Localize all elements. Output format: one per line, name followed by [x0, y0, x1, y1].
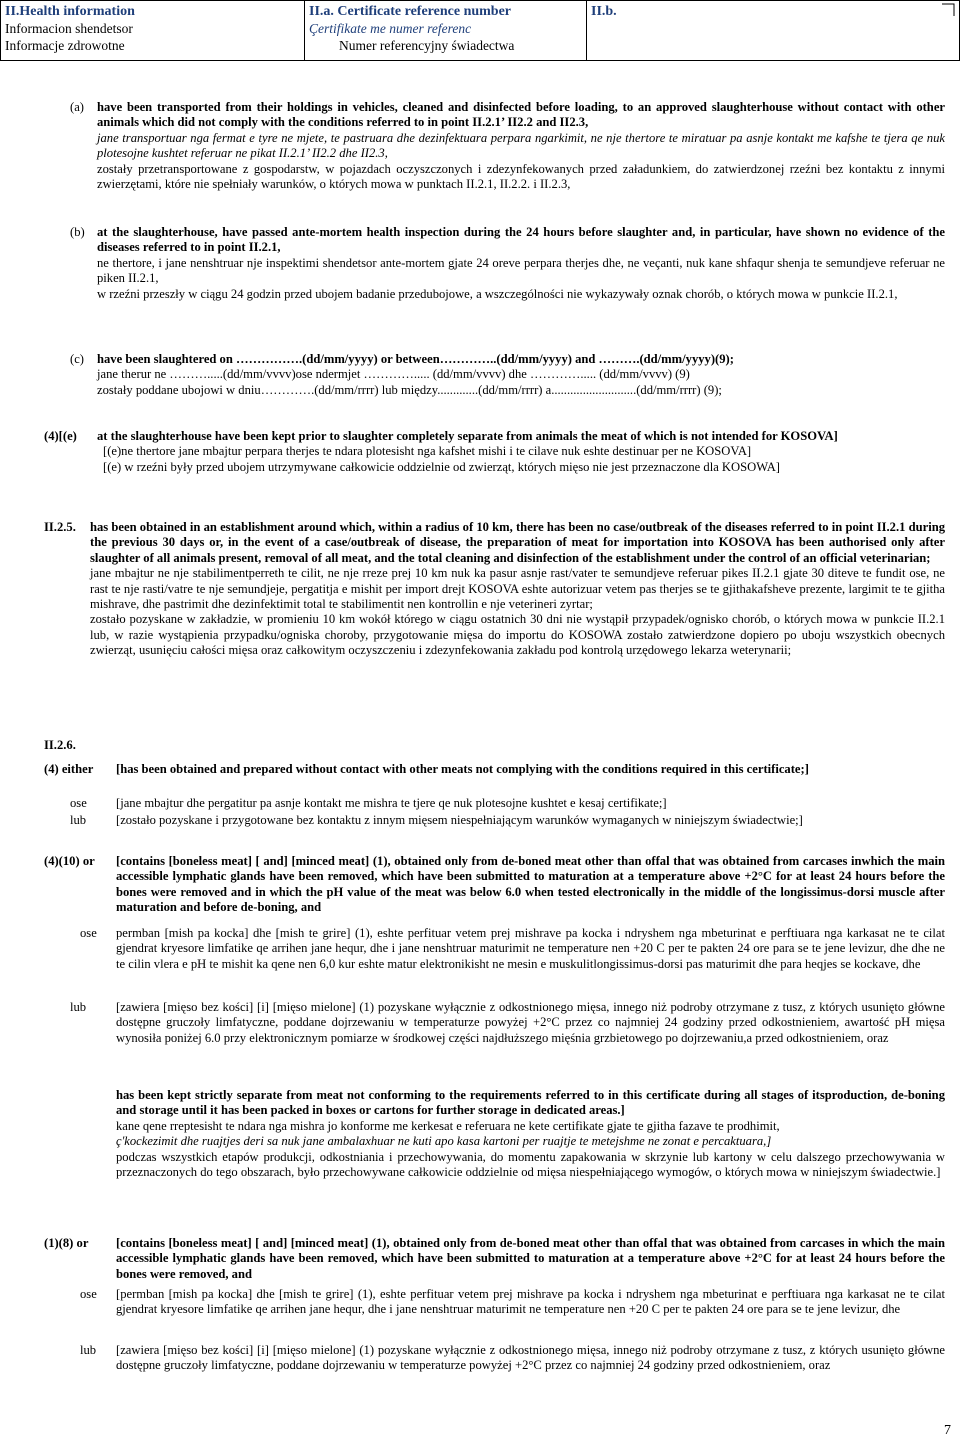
clause-b [97, 225, 945, 302]
section-ii25-label: II.2.5. [44, 520, 76, 534]
kept-separate-sq2: ç'kockezimit dhe ruajtjes deri sa nuk jane ambalaxhuar ne kuti apo kasa kartoni per ruajtje te metejshme ne zonat e percaktuara,] [116, 1134, 772, 1149]
kept-separate-en: has been kept strictly separate from meat not conforming to the requirements referred to in this certificate during all stages of itsproduction, de-boning and storage until it has been packed in boxes or cartons for further storage in dedicated areas.] [116, 1088, 945, 1118]
clause-a-label: (a) [70, 100, 84, 114]
clause-c-en: have been slaughtered on …………….(dd/mm/yyyy) or between…………..(dd/mm/yyyy) and ……….(dd/mm/yyyy)(9); [97, 352, 734, 366]
either-ose-text: [jane mbajtur dhe pergatitur pa asnje kontakt me mishra te tjere qe nuk plotesojne kushtet e kesaj certifikate;] [116, 796, 667, 810]
option-4-10-en: [contains [boneless meat] [ and] [minced meat] (1), obtained only from de-boned meat other than offal that was obtained from carcases inwhich the main accessible lymphatic glands have been removed, which have been submitted to maturation at a temperature above +2°C for at least 24 hours before the bones were removed and in which the pH value of the meat was below 6.0 when tested electronically in the middle of the longissimus-dorsi muscle after maturation and before de-boning, and [116, 854, 945, 915]
reference-number-pl: Numer referencyjny świadectwa [339, 38, 515, 53]
option-1-8-lub-text: [zawiera [mięso bez kości] [i] [mięso mielone] (1) pozyskane wyłącznie z odkostnionego mięsa, innego niż podroby otrzymane z tusz, z których usunięto główne dostępne gruczoły limfatyczne, poddane dojrzewaniu w temperaturze powyżej +2°C przez co najmniej 24 godziny przed odkostnieniem, oraz [116, 1343, 945, 1373]
clause-a [97, 100, 945, 192]
corner-mark-icon [941, 3, 955, 17]
clause-e-label: (4)[(e) [44, 429, 77, 443]
clause-a-sq: jane transportuar nga fermat e tyre ne mjete, te pastruara dhe dezinfektuara perpara ngarkimit, ne nje thertore te miratuar pa asnje kontakt me kafshe te tjera qe nuk plotesojne kushtet referuar ne pikat II.2.1’ II2.2 dhe II2.3, [97, 130, 945, 161]
iib-cell [587, 1, 959, 60]
option-4-10-ose-text: permban [mish pa kocka] dhe [mish te grire] (1), eshte perfituar vetem prej mishrave pa kocka i ndryshem nga mbeturinat e perftiuara nga karkasat ne te cilat gjendrat kryesore limfatike qe arrihen jane hequr, dhe i jane nenshtruar maturimit ne temperature nen +20 C per te pakten 24 ore para se te jene levizur, dhe dhe ne te cilin vlera e pH te mishit ka qene nen 6,0 kur eshte matur elektronikisht ne mesin e muskulitlongissimus-dorsi pas maturimit dhe para heqjes se kockave, dhe [116, 926, 945, 971]
option-1-8-lub-label: lub [80, 1343, 97, 1357]
clause-a-en: have been transported from their holdings in vehicles, cleaned and disinfected before loading, to an approved slaughterhouse without contact with other animals which did not comply with the conditions referred to in point II.2.1’ II2.2 and II2.3, [97, 100, 945, 130]
option-4-10-lub-label: lub [70, 1000, 87, 1014]
clause-c-pl: zostały poddane ubojowi w dniu………….(dd/mm/rrrr) lub między.............(dd/mm/rrrr) a...........................(dd/mm/rrrr) (9); [97, 382, 722, 397]
either-label: (4) either [44, 762, 94, 776]
page-number: 7 [944, 1423, 951, 1438]
clause-e-sq: [(e)ne thertore jane mbajtur perpara therjes te ndara plotesisht nga kafshet mishi i te cilave nuk eshte destinuar per ne KOSOVA] [103, 444, 752, 459]
clause-c [97, 352, 945, 398]
either-lub-label: lub [70, 813, 87, 827]
health-info-cell [1, 1, 305, 60]
clause-b-en: at the slaughterhouse, have passed ante-mortem health inspection during the 24 hours before slaughter and, in particular, have shown no evidence of the diseases referred to in point II.2.1, [97, 225, 945, 255]
option-1-8-en: [contains [boneless meat] [ and] [minced meat] (1), obtained only from de-boned meat other than offal that was obtained from carcases in which the main accessible lymphatic glands have been removed, which have been submitted to maturation at a temperature above +2°C for at least 24 hours before the bones were removed, and [116, 1236, 945, 1281]
either-en: [has been obtained and prepared without contact with other meats not complying with the conditions required in this certificate;] [116, 762, 809, 776]
certificate-header [0, 0, 960, 61]
option-1-8-label: (1)(8) or [44, 1236, 89, 1250]
reference-number-cell [305, 1, 587, 60]
iib-title: II.b. [591, 4, 617, 19]
section-ii25 [90, 520, 945, 659]
clause-b-sq: ne thertore, i jane nenshtruar nje inspektimi shendetsor ante-mortem gjate 24 oreve perpara therjes dhe, ne veçanti, nuk kane shfaqur shenja te semundjeve referuar ne piken II.2.1, [97, 255, 945, 286]
section-ii25-pl: zostało pozyskane w zakładzie, w promieniu 10 km wokół którego w ciągu ostatnich 30 dni nie wystąpił przypadek/ognisko chorób, o których mowa w punkcie II.2.1 lub, w razie wystąpienia przypadku/ogniska choroby, przygotowanie mięsa do importu do KOSOWA zostało zatwierdzone dopiero po uboju wszystkich obecnych zwierząt, usunięciu całości mięsa oraz całkowitym oczyszczeniu i zdezynfekowania zakładu pod kontrolą urzędowego lekarza weterynarii; [90, 612, 945, 658]
option-4-10-label: (4)(10) or [44, 854, 95, 868]
either-lub-text: [zostało pozyskane i przygotowane bez kontaktu z innym mięsem niespełniającym warunków wymaganych w niniejszym świadectwie;] [116, 813, 803, 827]
option-1-8-ose-text: [permban [mish pa kocka] dhe [mish te grire] (1), eshte perfituar vetem prej mishrave pa kocka i ndryshem nga mbeturinat e perftiuara nga karkasat ne te cilat gjendrat kryesore limfatike qe arrihen jane hequr, dhe i jane nenshtruar maturimit ne temperature nen +20 C per te pakten 24 ore para se te jene levizur, dhe [116, 1287, 945, 1317]
section-ii26-label: II.2.6. [44, 738, 76, 752]
section-ii25-sq: jane mbajtur ne nje stabilimentperreth te cilit, ne nje rreze prej 10 km nuk ka pasur asnje rast/vater te semundjeve referuar pikes II.2.1 gjate 30 diteve te fundit ose, ne rast te nje rasti/vatre te nje semundjeje, pergatitja e mishit per import drejt KOSOVA eshte autorizuar vetem pas therjes se te gjithakafsheve prezente, largimit te te gjitha mishrave, dhe pastrimit dhe dezinfektimit total te stabilimentit nen kontrollin e nje veterineri zyrtar; [90, 566, 945, 612]
reference-number-sq: Çertifikate me numer referenc [309, 21, 472, 36]
clause-b-label: (b) [70, 225, 85, 239]
health-info-sq: Informacion shendetsor [5, 21, 133, 36]
clause-e [97, 429, 945, 475]
kept-separate-sq1: kane qene rreptesisht te ndara nga mishra jo konforme me kerkesat e referuara ne kete certifikate gjate te gjitha fazave te prodhimit, [116, 1118, 780, 1133]
clause-c-sq: jane therur ne ……….....(dd/mm/vvvv)ose ndermjet …………..... (dd/mm/vvvv) dhe …………..... (dd/mm/vvvv) (9) [97, 367, 690, 382]
health-info-title: II.Health information [5, 4, 135, 19]
kept-separate [116, 1088, 945, 1180]
option-4-10-lub-text: [zawiera [mięso bez kości] [i] [mięso mielone] (1) pozyskane wyłącznie z odkostnionego mięsa, innego niż podroby otrzymane z tusz, z których usunięto główne dostępne gruczoły limfatyczne, poddane dojrzewaniu w temperaturze powyżej +2°C przez co najmniej 24 godziny przed odkostnieniem, awartość pH mięsa wynosiła poniżej 6.0 przy elektronicznym pomiarze w środkowej części najdłuższego mięśnia grzbietowego po dojrzewaniu,a przed odkostnieniem, oraz [116, 1000, 945, 1045]
clause-b-pl: w rzeźni przeszły w ciągu 24 godzin przed ubojem badanie przedubojowe, a wszczególności nie wykazywały oznak chorób, o których mowa w punkcie II.2.1, [97, 286, 898, 301]
option-1-8-ose-label: ose [80, 1287, 97, 1301]
section-ii25-en: has been obtained in an establishment around which, within a radius of 10 km, there has been no case/outbreak of the diseases referred to in point II.2.1 during the previous 30 days or, in the event of a case/outbreak of disease, the preparation of meat for importation into KOSOVA has been authorised only after slaughter of all animals present, removal of all meat, and the total cleaning and disinfection of the establishment under the control of an official veterinarian; [90, 520, 945, 565]
clause-e-pl: [(e) w rzeźni były przed ubojem utrzymywane całkowicie oddzielnie od zwierząt, których mięso nie jest przeznaczone dla KOSOWA] [103, 459, 780, 474]
kept-separate-pl: podczas wszystkich etapów produkcji, odkostniania i przechowywania, do momentu zapakowania w skrzynie lub kartony w celu dalszego przechowywania w przeznaczonych do tego obszarach, było przechowywane całkowicie oddzielnie od mięsa niespełniającego wymogów, o których mowa w niniejszym świadectwie.] [116, 1149, 945, 1180]
clause-c-label: (c) [70, 352, 84, 366]
clause-a-pl: zostały przetransportowane z gospodarstw, w pojazdach oczyszczonych i zdezynfekowanych przed załadunkiem, do zatwierdzonej rzeźni bez kontaktu z innymi zwierzętami, które nie spełniały warunków, o których mowa w punktach II.2.1, II.2.2. i II.2.3, [97, 161, 945, 192]
either-ose-label: ose [70, 796, 87, 810]
option-4-10-ose-label: ose [80, 926, 97, 940]
reference-number-title: II.a. Certificate reference number [309, 4, 512, 19]
health-info-pl: Informacje zdrowotne [5, 38, 125, 53]
clause-e-en: at the slaughterhouse have been kept prior to slaughter completely separate from animals the meat of which is not intended for KOSOVA] [97, 429, 838, 443]
